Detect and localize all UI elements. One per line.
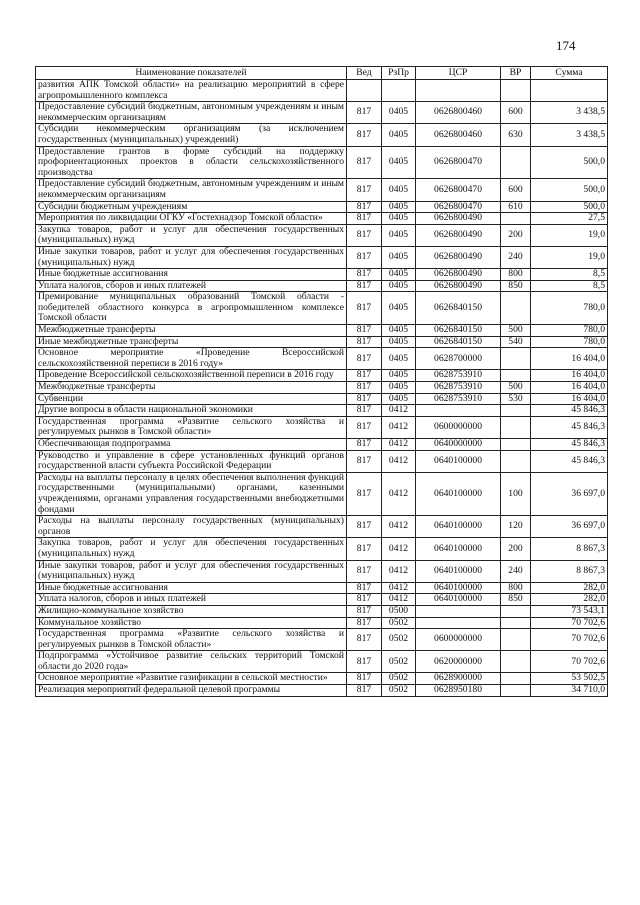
row-sum: 19,0 (531, 246, 608, 268)
row-csr: 0640100000 (416, 472, 501, 515)
row-ved: 817 (347, 370, 382, 382)
table-row (36, 213, 608, 225)
row-vr (501, 348, 531, 370)
row-csr: 0626840150 (416, 336, 501, 348)
row-ved: 817 (347, 269, 382, 281)
row-sum: 45 846,3 (531, 416, 608, 438)
row-name: Предоставление субсидий бюджетным, автономным учреждениям и иным некоммерческим организациям (36, 102, 347, 124)
row-sum: 500,0 (531, 179, 608, 201)
row-ved: 817 (347, 673, 382, 685)
row-ved: 817 (347, 146, 382, 179)
row-csr: 0628753910 (416, 370, 501, 382)
table-row (36, 472, 608, 515)
row-rzpr: 0412 (382, 582, 416, 594)
row-vr: 200 (501, 538, 531, 560)
row-csr (416, 617, 501, 629)
table-row (36, 582, 608, 594)
header-csr: ЦСР (416, 67, 501, 80)
row-ved: 817 (347, 382, 382, 394)
table-row (36, 325, 608, 337)
table-row (36, 629, 608, 651)
row-vr: 200 (501, 224, 531, 246)
row-vr (501, 673, 531, 685)
row-name: Мероприятия по ликвидации ОГКУ «Гостехнадзор Томской области» (36, 213, 347, 225)
row-name: Основное мероприятие «Проведение Всероссийской сельскохозяйственной переписи в 2016 году» (36, 348, 347, 370)
row-rzpr: 0412 (382, 516, 416, 538)
row-rzpr: 0412 (382, 450, 416, 472)
row-rzpr: 0405 (382, 124, 416, 146)
row-rzpr: 0502 (382, 629, 416, 651)
row-csr: 0628700000 (416, 348, 501, 370)
row-rzpr: 0405 (382, 201, 416, 213)
row-ved: 817 (347, 224, 382, 246)
table-row (36, 416, 608, 438)
row-name: Премирование муниципальных образований Томской области - победителей областного конкурса в агропромышленном комплексе Томской области (36, 292, 347, 325)
row-vr (501, 685, 531, 697)
row-vr: 800 (501, 269, 531, 281)
row-ved: 817 (347, 450, 382, 472)
row-name: Закупка товаров, работ и услуг для обеспечения государственных (муниципальных) нужд (36, 538, 347, 560)
row-vr: 100 (501, 472, 531, 515)
row-sum: 70 702,6 (531, 617, 608, 629)
table-row (36, 594, 608, 606)
row-sum: 34 710,0 (531, 685, 608, 697)
row-name: Предоставление грантов в форме субсидий на поддержку профориентационных проектов в области сельскохозяйственного производства (36, 146, 347, 179)
row-name: Иные закупки товаров, работ и услуг для обеспечения государственных (муниципальных) нужд (36, 246, 347, 268)
row-ved: 817 (347, 336, 382, 348)
row-ved: 817 (347, 213, 382, 225)
row-vr: 500 (501, 325, 531, 337)
row-ved: 817 (347, 582, 382, 594)
row-sum: 780,0 (531, 292, 608, 325)
row-rzpr: 0412 (382, 538, 416, 560)
row-sum: 3 438,5 (531, 124, 608, 146)
row-name: Основное мероприятие «Развитие газификации в сельской местности» (36, 673, 347, 685)
header-rzpr: РзПр (382, 67, 416, 80)
row-rzpr: 0405 (382, 280, 416, 292)
row-ved: 817 (347, 102, 382, 124)
row-sum: 70 702,6 (531, 651, 608, 673)
table-row (36, 201, 608, 213)
row-vr: 610 (501, 201, 531, 213)
row-ved: 817 (347, 292, 382, 325)
row-csr: 0626800470 (416, 201, 501, 213)
row-name: Руководство и управление в сфере установленных функций органов государственной власти субъекта Российской Федерации (36, 450, 347, 472)
row-vr (501, 416, 531, 438)
row-name: Иные бюджетные ассигнования (36, 582, 347, 594)
row-sum: 16 404,0 (531, 393, 608, 405)
row-sum: 16 404,0 (531, 348, 608, 370)
row-sum: 45 846,3 (531, 439, 608, 451)
row-csr: 0628900000 (416, 673, 501, 685)
row-vr: 120 (501, 516, 531, 538)
table-row (36, 280, 608, 292)
page-number: 174 (556, 38, 576, 53)
row-name: Субсидии бюджетным учреждениям (36, 201, 347, 213)
table-row (36, 179, 608, 201)
row-rzpr: 0500 (382, 605, 416, 617)
row-vr (501, 617, 531, 629)
row-csr: 0626800470 (416, 146, 501, 179)
row-ved: 817 (347, 560, 382, 582)
row-ved: 817 (347, 629, 382, 651)
row-name: Межбюджетные трансферты (36, 382, 347, 394)
table-row (36, 80, 608, 102)
row-rzpr: 0412 (382, 560, 416, 582)
row-csr: 0626800490 (416, 224, 501, 246)
row-vr: 540 (501, 336, 531, 348)
row-name: Субсидии некоммерческим организациям (за исключением государственных (муниципальных) учреждений) (36, 124, 347, 146)
row-name: Закупка товаров, работ и услуг для обеспечения государственных (муниципальных) нужд (36, 224, 347, 246)
row-rzpr: 0405 (382, 146, 416, 179)
row-csr: 0626800460 (416, 124, 501, 146)
row-rzpr: 0405 (382, 179, 416, 201)
row-vr: 600 (501, 179, 531, 201)
row-vr: 530 (501, 393, 531, 405)
row-name: Расходы на выплаты персоналу государственных (муниципальных) органов (36, 516, 347, 538)
row-name: Межбюджетные трансферты (36, 325, 347, 337)
table-row (36, 102, 608, 124)
row-csr: 0640100000 (416, 594, 501, 606)
row-vr: 850 (501, 594, 531, 606)
row-vr: 850 (501, 280, 531, 292)
row-name: Иные межбюджетные трансферты (36, 336, 347, 348)
row-name: Предоставление субсидий бюджетным, автономным учреждениям и иным некоммерческим организациям (36, 179, 347, 201)
row-csr (416, 605, 501, 617)
row-rzpr: 0412 (382, 594, 416, 606)
row-rzpr: 0405 (382, 292, 416, 325)
table-row (36, 605, 608, 617)
row-sum: 19,0 (531, 224, 608, 246)
row-sum: 36 697,0 (531, 472, 608, 515)
row-csr: 0626800470 (416, 179, 501, 201)
table-row (36, 450, 608, 472)
row-vr (501, 450, 531, 472)
row-name: Субвенции (36, 393, 347, 405)
row-ved: 817 (347, 393, 382, 405)
table-row (36, 348, 608, 370)
row-csr: 0628950180 (416, 685, 501, 697)
row-csr: 0640100000 (416, 560, 501, 582)
row-rzpr (382, 80, 416, 102)
row-rzpr: 0405 (382, 224, 416, 246)
row-csr: 0628753910 (416, 382, 501, 394)
row-rzpr: 0405 (382, 348, 416, 370)
row-sum: 53 502,5 (531, 673, 608, 685)
table-row (36, 370, 608, 382)
row-ved: 817 (347, 124, 382, 146)
row-sum: 500,0 (531, 201, 608, 213)
table-header-row (36, 67, 608, 80)
row-name: Обеспечивающая подпрограмма (36, 439, 347, 451)
table-row (36, 393, 608, 405)
table-row (36, 292, 608, 325)
row-vr (501, 292, 531, 325)
row-ved: 817 (347, 594, 382, 606)
header-sum: Сумма (531, 67, 608, 80)
row-sum: 45 846,3 (531, 405, 608, 417)
row-sum: 16 404,0 (531, 382, 608, 394)
row-rzpr: 0502 (382, 651, 416, 673)
row-sum: 282,0 (531, 582, 608, 594)
row-rzpr: 0405 (382, 269, 416, 281)
row-rzpr: 0405 (382, 213, 416, 225)
row-name: развития АПК Томской области» на реализацию мероприятий в сфере агропромышленного комплекса (36, 80, 347, 102)
table-row (36, 269, 608, 281)
row-ved: 817 (347, 685, 382, 697)
row-vr: 600 (501, 102, 531, 124)
row-rzpr: 0412 (382, 472, 416, 515)
row-rzpr: 0405 (382, 102, 416, 124)
row-csr: 0626800460 (416, 102, 501, 124)
header-ved: Вед (347, 67, 382, 80)
row-sum: 780,0 (531, 325, 608, 337)
row-rzpr: 0405 (382, 246, 416, 268)
row-sum: 8,5 (531, 280, 608, 292)
row-name: Расходы на выплаты персоналу в целях обеспечения выполнения функций государственными (муниципальными) органами, казенными учреждениями, органами управления государственными внебюджетными фондами (36, 472, 347, 515)
table-row (36, 336, 608, 348)
table-row (36, 382, 608, 394)
row-rzpr: 0405 (382, 393, 416, 405)
row-ved: 817 (347, 439, 382, 451)
row-name: Коммунальное хозяйство (36, 617, 347, 629)
header-vr: ВР (501, 67, 531, 80)
row-ved: 817 (347, 472, 382, 515)
row-sum: 500,0 (531, 146, 608, 179)
row-sum: 8 867,3 (531, 560, 608, 582)
row-rzpr: 0502 (382, 617, 416, 629)
row-name: Государственная программа «Развитие сельского хозяйства и регулируемых рынков в Томской области» (36, 416, 347, 438)
row-csr: 0626800490 (416, 246, 501, 268)
row-name: Проведение Всероссийской сельскохозяйственной переписи в 2016 году (36, 370, 347, 382)
row-rzpr: 0412 (382, 416, 416, 438)
row-name: Подпрограмма «Устойчивое развитие сельских территорий Томской области до 2020 года» (36, 651, 347, 673)
row-ved: 817 (347, 201, 382, 213)
table-row (36, 685, 608, 697)
row-csr: 0620000000 (416, 651, 501, 673)
row-rzpr: 0412 (382, 405, 416, 417)
row-name: Другие вопросы в области национальной экономики (36, 405, 347, 417)
row-csr: 0626800490 (416, 213, 501, 225)
row-rzpr: 0405 (382, 336, 416, 348)
row-vr: 240 (501, 246, 531, 268)
row-rzpr: 0405 (382, 382, 416, 394)
row-vr (501, 213, 531, 225)
row-sum: 3 438,5 (531, 102, 608, 124)
row-sum: 27,5 (531, 213, 608, 225)
row-sum: 70 702,6 (531, 629, 608, 651)
row-vr: 800 (501, 582, 531, 594)
row-csr: 0640000000 (416, 439, 501, 451)
row-sum: 780,0 (531, 336, 608, 348)
row-ved: 817 (347, 325, 382, 337)
row-csr (416, 405, 501, 417)
row-csr (416, 80, 501, 102)
table-row (36, 538, 608, 560)
row-rzpr: 0405 (382, 325, 416, 337)
table-row (36, 560, 608, 582)
header-name: Наименование показателей (36, 67, 347, 80)
row-sum: 282,0 (531, 594, 608, 606)
row-vr: 240 (501, 560, 531, 582)
row-csr: 0628753910 (416, 393, 501, 405)
table-row (36, 651, 608, 673)
table-row (36, 146, 608, 179)
row-vr: 630 (501, 124, 531, 146)
row-ved: 817 (347, 416, 382, 438)
row-sum: 16 404,0 (531, 370, 608, 382)
row-vr (501, 405, 531, 417)
budget-table (35, 66, 608, 697)
row-name: Иные бюджетные ассигнования (36, 269, 347, 281)
table-row (36, 516, 608, 538)
row-vr (501, 146, 531, 179)
table-row (36, 617, 608, 629)
row-ved: 817 (347, 280, 382, 292)
row-sum (531, 80, 608, 102)
row-rzpr: 0412 (382, 439, 416, 451)
row-name: Уплата налогов, сборов и иных платежей (36, 280, 347, 292)
row-name: Уплата налогов, сборов и иных платежей (36, 594, 347, 606)
row-sum: 36 697,0 (531, 516, 608, 538)
row-csr: 0626840150 (416, 325, 501, 337)
row-csr: 0626800490 (416, 269, 501, 281)
table-row (36, 124, 608, 146)
row-csr: 0626840150 (416, 292, 501, 325)
row-csr: 0640100000 (416, 538, 501, 560)
row-rzpr: 0502 (382, 685, 416, 697)
row-ved: 817 (347, 605, 382, 617)
row-sum: 73 543,1 (531, 605, 608, 617)
table-row (36, 673, 608, 685)
row-ved: 817 (347, 617, 382, 629)
row-csr: 0640100000 (416, 516, 501, 538)
row-vr (501, 439, 531, 451)
row-name: Иные закупки товаров, работ и услуг для обеспечения государственных (муниципальных) нужд (36, 560, 347, 582)
row-vr (501, 629, 531, 651)
row-name: Жилищно-коммунальное хозяйство (36, 605, 347, 617)
row-ved: 817 (347, 538, 382, 560)
row-csr: 0600000000 (416, 629, 501, 651)
row-rzpr: 0502 (382, 673, 416, 685)
table-row (36, 224, 608, 246)
row-rzpr: 0405 (382, 370, 416, 382)
table-row (36, 439, 608, 451)
row-ved (347, 80, 382, 102)
row-csr: 0640100000 (416, 582, 501, 594)
row-vr (501, 605, 531, 617)
row-name: Реализация мероприятий федеральной целевой программы (36, 685, 347, 697)
table-row (36, 246, 608, 268)
row-ved: 817 (347, 516, 382, 538)
row-vr: 500 (501, 382, 531, 394)
row-name: Государственная программа «Развитие сельского хозяйства и регулируемых рынков в Томской области» (36, 629, 347, 651)
row-vr (501, 651, 531, 673)
row-csr: 0640100000 (416, 450, 501, 472)
row-ved: 817 (347, 348, 382, 370)
row-sum: 8 867,3 (531, 538, 608, 560)
row-ved: 817 (347, 179, 382, 201)
row-sum: 8,5 (531, 269, 608, 281)
row-csr: 0600000000 (416, 416, 501, 438)
row-csr: 0626800490 (416, 280, 501, 292)
row-vr (501, 370, 531, 382)
row-ved: 817 (347, 405, 382, 417)
row-sum: 45 846,3 (531, 450, 608, 472)
row-ved: 817 (347, 246, 382, 268)
table-row (36, 405, 608, 417)
row-vr (501, 80, 531, 102)
row-ved: 817 (347, 651, 382, 673)
